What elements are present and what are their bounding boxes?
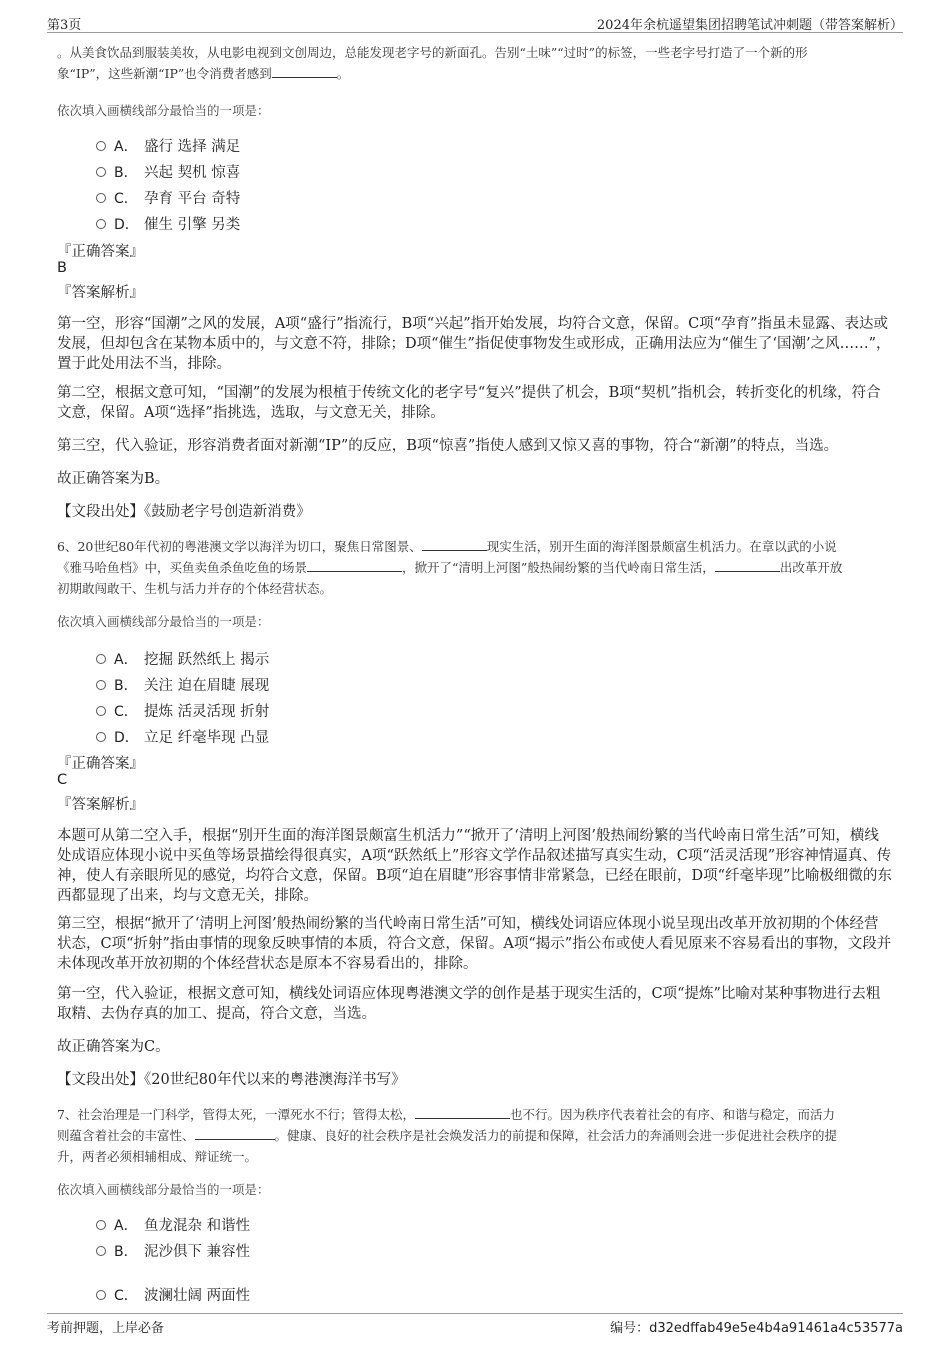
option-letter: B． bbox=[114, 165, 138, 181]
q6-source: 【文段出处】《20世纪80年代以来的粤港澳海洋书写》 bbox=[57, 1072, 406, 1088]
q5-analysis-p1: 第一空，形容“国潮”之风的发展，A项“盛行”指流行，B项“兴起”指开始发展，均符合文意，保留。C项“孕育”指虽未显露、表达或发展，但却包含在某物本质中的，与文意不符，排除；D项“催生”指促使事物发生或形成，正确用法应为“催生了‘国潮’之风……”，置于此处用法不当，排除。 bbox=[57, 316, 891, 372]
q6-blank-2 bbox=[307, 558, 402, 572]
option-letter: C． bbox=[114, 704, 138, 720]
option-letter: A． bbox=[114, 652, 138, 668]
radio-icon[interactable] bbox=[96, 732, 106, 742]
q5-stem-line1: 。从美食饮品到服装美妆，从电影电视到文创周边，总能发现老字号的新面孔。告别“土味”“过时”的标签，一些老字号打造了一个新的形 bbox=[57, 45, 808, 60]
option-text: 波澜壮阔 两面性 bbox=[144, 1288, 251, 1304]
option-letter: A． bbox=[114, 139, 138, 155]
q7-text-c: 则蕴含着社会的丰富性、 bbox=[57, 1128, 195, 1143]
q5-option-d[interactable] bbox=[96, 213, 240, 234]
q6-blank-1 bbox=[422, 537, 487, 551]
radio-icon[interactable] bbox=[96, 654, 106, 664]
option-letter: B． bbox=[114, 678, 138, 694]
q6-option-c[interactable] bbox=[96, 700, 269, 721]
q6-answer: C bbox=[57, 772, 68, 788]
q6-option-d[interactable] bbox=[96, 726, 269, 747]
q6-analysis-p3: 第一空，代入验证，根据文意可知，横线处词语应体现粤港澳文学的创作是基于现实生活的，C项“提炼”比喻对某种事物进行去粗取精、去伪存真的加工、提高，符合文意，当选。 bbox=[57, 986, 881, 1022]
q5-stem-line2 bbox=[57, 63, 897, 84]
q7-blank-2 bbox=[195, 1126, 275, 1140]
q6-analysis-p2: 第三空，根据“掀开了‘清明上河图’般热闹纷繁的当代岭南日常生活”可知，横线处词语应体现小说呈现出改革开放初期的个体经营状态，C项“折射”指由事情的现象反映事情的本质，符合文意，保留。A项“揭示”指公布或使人看见原来不容易看出的事物，文段并未体现改革开放初期的个体经营状态是原本不容易看出的，排除。 bbox=[57, 916, 892, 972]
radio-icon[interactable] bbox=[96, 1290, 106, 1300]
q7-option-b[interactable] bbox=[96, 1240, 250, 1261]
option-letter: B． bbox=[114, 1244, 138, 1260]
option-text: 盛行 选择 满足 bbox=[144, 139, 241, 155]
q6-analysis-p1: 本题可从第二空入手，根据“别开生面的海洋图景颇富生机活力”“掀开了‘清明上河图’般热闹纷繁的当代岭南日常生活”可知，横线处成语应体现小说中买鱼等场景描绘得很真实，A项“跃然纸上”形容文学作品叙述描写真实生动，C项“活灵活现”形容神情逼真、传神，使人有亲眼所见的感觉，均符合文意，保留。B项“迫在眉睫”形容事情非常紧急，已经在眼前，D项“纤毫毕现”比喻极细微的东西都显现了出来，均与文意无关，排除。 bbox=[57, 828, 892, 904]
q6-option-b[interactable] bbox=[96, 674, 269, 695]
page-header bbox=[47, 12, 903, 33]
q7-text-e: 升，两者必须相辅相成、辩证统一。 bbox=[57, 1149, 258, 1164]
q5-stem bbox=[57, 42, 897, 84]
q7-text-a: 7、社会治理是一门科学，管得太死，一潭死水不行；管得太松， bbox=[57, 1107, 415, 1122]
page-number: 第3页 bbox=[47, 18, 82, 33]
q5-analysis-p3: 第三空，代入验证，形容消费者面对新潮“IP”的反应，B项“惊喜”指使人感到又惊又喜的事物，符合“新潮”的特点，当选。 bbox=[57, 438, 839, 454]
q6-answer-label: 『正确答案』 bbox=[57, 756, 144, 772]
option-text: 立足 纤毫毕现 凸显 bbox=[144, 730, 270, 746]
q7-text-d: 。健康、良好的社会秩序是社会焕发活力的前提和保障，社会活力的奔涌则会进一步促进社会秩序的提 bbox=[274, 1128, 838, 1143]
q5-option-b[interactable] bbox=[96, 161, 240, 182]
q7-stem-line1 bbox=[57, 1104, 897, 1125]
footer-slogan: 考前押题，上岸必备 bbox=[47, 1321, 165, 1336]
q7-stem-line2 bbox=[57, 1125, 897, 1146]
q5-analysis-label: 『答案解析』 bbox=[57, 285, 144, 301]
q5-option-a[interactable] bbox=[96, 135, 240, 156]
radio-icon[interactable] bbox=[96, 680, 106, 690]
option-text: 鱼龙混杂 和谐性 bbox=[144, 1218, 251, 1234]
q6-prompt: 依次填入画横线部分最恰当的一项是： bbox=[57, 614, 270, 629]
q5-option-c[interactable] bbox=[96, 187, 240, 208]
q6-text-f: 初期敢闯敢干、生机与活力并存的个体经营状态。 bbox=[57, 581, 333, 596]
option-text: 孕育 平台 奇特 bbox=[144, 191, 241, 207]
q5-analysis-p4: 故正确答案为B。 bbox=[57, 471, 170, 487]
q7-prompt: 依次填入画横线部分最恰当的一项是： bbox=[57, 1182, 270, 1197]
option-text: 泥沙俱下 兼容性 bbox=[144, 1244, 251, 1260]
q6-stem-line1 bbox=[57, 536, 897, 557]
q5-answer-label: 『正确答案』 bbox=[57, 244, 144, 260]
radio-icon[interactable] bbox=[96, 219, 106, 229]
document-title: 2024年余杭遥望集团招聘笔试冲刺题（带答案解析） bbox=[596, 18, 903, 33]
radio-icon[interactable] bbox=[96, 193, 106, 203]
radio-icon[interactable] bbox=[96, 167, 106, 177]
q5-prompt: 依次填入画横线部分最恰当的一项是： bbox=[57, 103, 270, 118]
q6-stem-line2 bbox=[57, 557, 897, 578]
option-letter: C． bbox=[114, 191, 138, 207]
option-letter: A． bbox=[114, 1218, 138, 1234]
q6-text-e: 出改革开放 bbox=[779, 560, 843, 575]
option-letter: C． bbox=[114, 1288, 138, 1304]
radio-icon[interactable] bbox=[96, 141, 106, 151]
option-text: 提炼 活灵活现 折射 bbox=[144, 704, 270, 720]
option-text: 挖掘 跃然纸上 揭示 bbox=[144, 652, 270, 668]
option-text: 催生 引擎 另类 bbox=[144, 217, 241, 233]
option-letter: D． bbox=[114, 217, 139, 233]
q7-option-c[interactable] bbox=[96, 1284, 250, 1305]
q6-analysis-label: 『答案解析』 bbox=[57, 797, 144, 813]
q6-text-a: 6、20世纪80年代初的粤港澳文学以海洋为切口，聚焦日常图景、 bbox=[57, 539, 422, 554]
option-letter: D． bbox=[114, 730, 139, 746]
q5-source: 【文段出处】《鼓励老字号创造新消费》 bbox=[57, 504, 311, 520]
radio-icon[interactable] bbox=[96, 1246, 106, 1256]
q7-blank-1 bbox=[415, 1105, 510, 1119]
q5-answer: B bbox=[57, 260, 67, 276]
q5-analysis-p2: 第二空，根据文意可知，“国潮”的发展为根植于传统文化的老字号“复兴”提供了机会，B项“契机”指机会，转折变化的机缘，符合文意，保留。A项“选择”指挑选，选取，与文意无关，排除。 bbox=[57, 385, 881, 421]
q6-blank-3 bbox=[715, 558, 780, 572]
q7-text-b: 也不行。因为秩序代表着社会的有序、和谐与稳定，而活力 bbox=[509, 1107, 835, 1122]
q6-text-c: 《雅马哈鱼档》中，买鱼卖鱼杀鱼吃鱼的场景 bbox=[57, 560, 308, 575]
q6-text-d: ，掀开了“清明上河图”般热闹纷繁的当代岭南日常生活， bbox=[402, 560, 715, 575]
page-footer bbox=[47, 1313, 903, 1334]
q6-option-a[interactable] bbox=[96, 648, 269, 669]
radio-icon[interactable] bbox=[96, 1220, 106, 1230]
q5-blank bbox=[272, 64, 337, 78]
q5-stem-text: 象“IP”，这些新潮“IP”也令消费者感到 bbox=[57, 66, 272, 81]
q6-text-b: 现实生活，别开生面的海洋图景颇富生机活力。在章以武的小说 bbox=[486, 539, 837, 554]
document-code: 编号：d32edffab49e5e4b4a91461a4c53577a bbox=[610, 1321, 903, 1336]
q7-stem bbox=[57, 1104, 897, 1167]
q6-stem bbox=[57, 536, 897, 599]
radio-icon[interactable] bbox=[96, 706, 106, 716]
q5-stem-end: 。 bbox=[336, 66, 350, 81]
option-text: 兴起 契机 惊喜 bbox=[144, 165, 241, 181]
q6-analysis-p4: 故正确答案为C。 bbox=[57, 1039, 170, 1055]
option-text: 关注 迫在眉睫 展现 bbox=[144, 678, 270, 694]
q7-option-a[interactable] bbox=[96, 1214, 250, 1235]
